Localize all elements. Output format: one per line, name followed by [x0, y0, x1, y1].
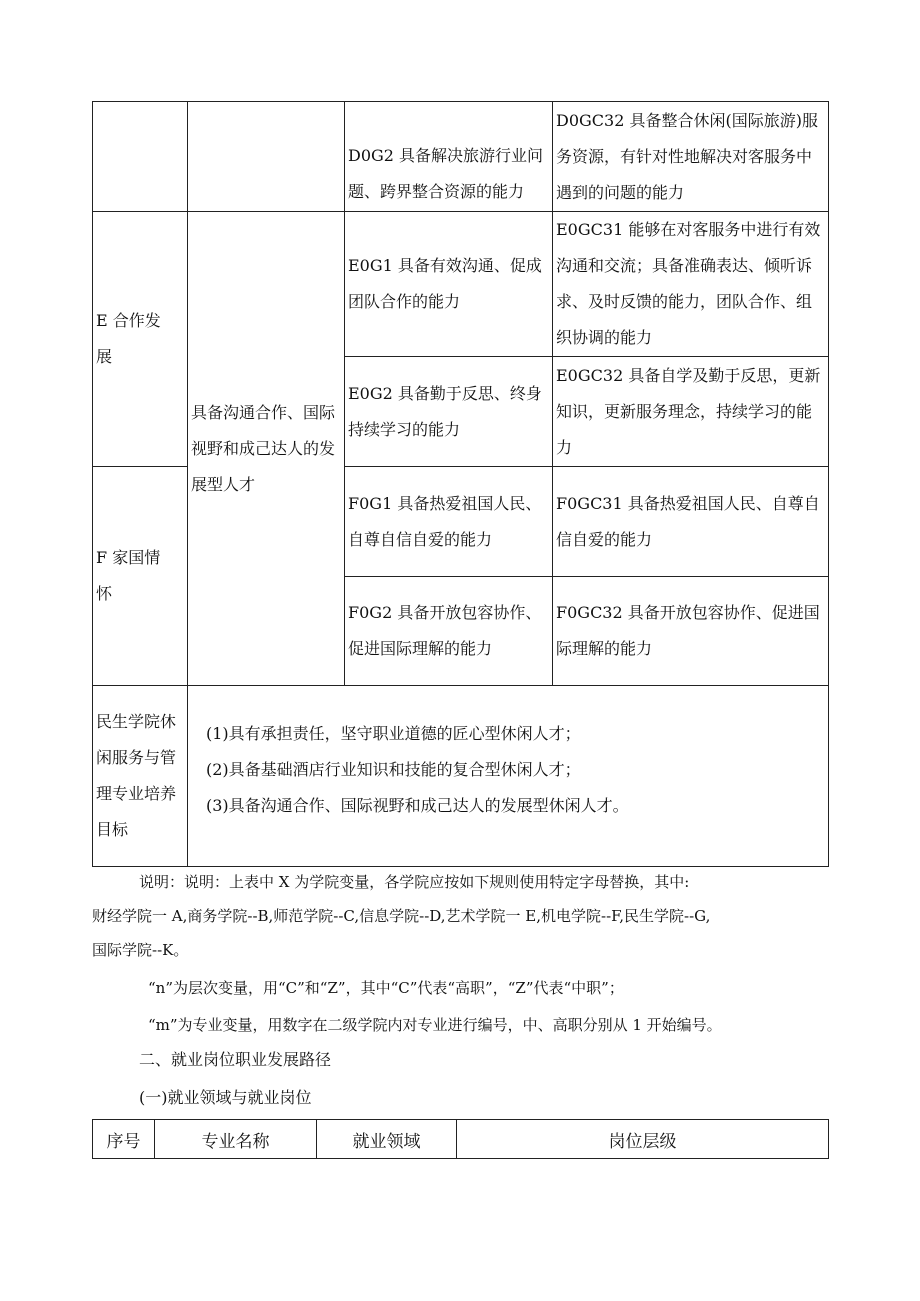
talent-type-cell: [188, 102, 345, 212]
category-line: F 家国情: [96, 548, 161, 567]
category-cell: [93, 102, 188, 212]
category-line: 展: [96, 347, 113, 366]
goal-cell: [345, 577, 553, 686]
column-header: 专业名称: [155, 1120, 317, 1159]
note-line: “n”为层次变量，用“C”和“Z”，其中“C”代表“高职”，“Z”代表“中职”；: [148, 979, 624, 997]
objective-item: (3)具备沟通合作、国际视野和成己达人的发展型休闲人才。: [206, 796, 629, 815]
indicator-line: 遇到的问题的能力: [556, 182, 685, 202]
ability-matrix-table: [92, 101, 829, 867]
talent-type-line: 视野和成己达人的发: [191, 438, 336, 458]
indicator-line: 信自爱的能力: [556, 529, 653, 549]
indicator-line: 力: [556, 437, 573, 457]
indicator-line: D0GC32 具备整合休闲(国际旅游)服: [556, 110, 818, 130]
indicator-line: E0GC32 具备自学及勤于反思，更新: [556, 365, 821, 385]
talent-type-line: 具备沟通合作、国际: [191, 402, 336, 422]
note-line: “m”为专业变量，用数字在二级学院内对专业进行编号，中、高职分别从 1 开始编号。: [148, 1016, 722, 1034]
indicator-line: F0GC31 具备热爱祖国人民、自尊自: [556, 493, 820, 513]
objective-label-line: 民生学院休: [96, 712, 177, 731]
objective-label-cell: [93, 686, 188, 867]
goal-cell: [345, 102, 553, 212]
goal-line: F0G2 具备开放包容协作、: [348, 603, 542, 622]
section-heading: 二、就业岗位职业发展路径: [139, 1050, 332, 1069]
subsection-heading: (一)就业领域与就业岗位: [139, 1088, 312, 1107]
objective-item: (2)具备基础酒店行业知识和技能的复合型休闲人才；: [206, 760, 581, 779]
objective-label-line: 闲服务与管: [96, 748, 177, 767]
note-line: 国际学院--K。: [92, 941, 189, 959]
goal-line: E0G2 具备勤于反思、终身: [348, 383, 542, 403]
goal-line: E0G1 具备有效沟通、促成: [348, 256, 542, 275]
category-line: E 合作发: [96, 311, 161, 330]
indicator-line: 务资源，有针对性地解决对客服务中: [556, 146, 813, 166]
indicator-cell: [553, 577, 829, 686]
objective-item: (1)具有承担责任，坚守职业道德的匠心型休闲人才；: [206, 724, 581, 743]
category-cell: [93, 467, 188, 686]
indicator-line: 际理解的能力: [556, 639, 653, 658]
objective-label-line: 目标: [96, 820, 129, 839]
indicator-line: 知识，更新服务理念，持续学习的能: [556, 401, 813, 421]
goal-cell: [345, 357, 553, 467]
column-header: 序号: [93, 1120, 155, 1159]
goal-line: D0G2 具备解决旅游行业问: [348, 146, 544, 165]
column-header: 就业领域: [317, 1120, 457, 1159]
goal-cell: [345, 467, 553, 577]
talent-type-line: 展型人才: [191, 474, 256, 494]
indicator-line: 求、及时反馈的能力，团队合作、组: [556, 292, 813, 311]
table-row: [93, 102, 829, 212]
indicator-cell: [553, 357, 829, 467]
indicator-cell: [553, 212, 829, 357]
column-header: 岗位层级: [457, 1120, 829, 1159]
table-header-row: [93, 1120, 829, 1159]
indicator-line: 沟通和交流；具备准确表达、倾听诉: [556, 256, 813, 275]
goal-cell: [345, 212, 553, 357]
goal-line: F0G1 具备热爱祖国人民、: [348, 493, 542, 513]
goal-line: 题、跨界整合资源的能力: [348, 182, 525, 201]
note-line: 说明：说明：上表中 X 为学院变量，各学院应按如下规则使用特定字母替换，其中:: [139, 873, 690, 891]
category-line: 怀: [96, 584, 113, 603]
indicator-cell: [553, 102, 829, 212]
goal-line: 自尊自信自爱的能力: [348, 529, 493, 549]
note-line: 财经学院一 A,商务学院--B,师范学院--C,信息学院--D,艺术学院一 E,机电学院--F,民生学院--G,: [92, 907, 711, 925]
goal-line: 促进国际理解的能力: [348, 639, 493, 658]
indicator-cell: [553, 467, 829, 577]
goal-line: 团队合作的能力: [348, 292, 461, 311]
indicator-line: F0GC32 具备开放包容协作、促进国: [556, 603, 820, 622]
category-cell: [93, 212, 188, 467]
talent-type-cell: [188, 212, 345, 686]
objective-label-line: 理专业培养: [96, 784, 177, 803]
indicator-line: 织协调的能力: [556, 328, 653, 347]
job-position-table: [92, 1119, 829, 1159]
table-row: [93, 212, 829, 357]
table-row: [93, 686, 829, 867]
indicator-line: E0GC31 能够在对客服务中进行有效: [556, 220, 821, 239]
goal-line: 持续学习的能力: [348, 419, 461, 439]
objective-content-cell: [188, 686, 829, 867]
